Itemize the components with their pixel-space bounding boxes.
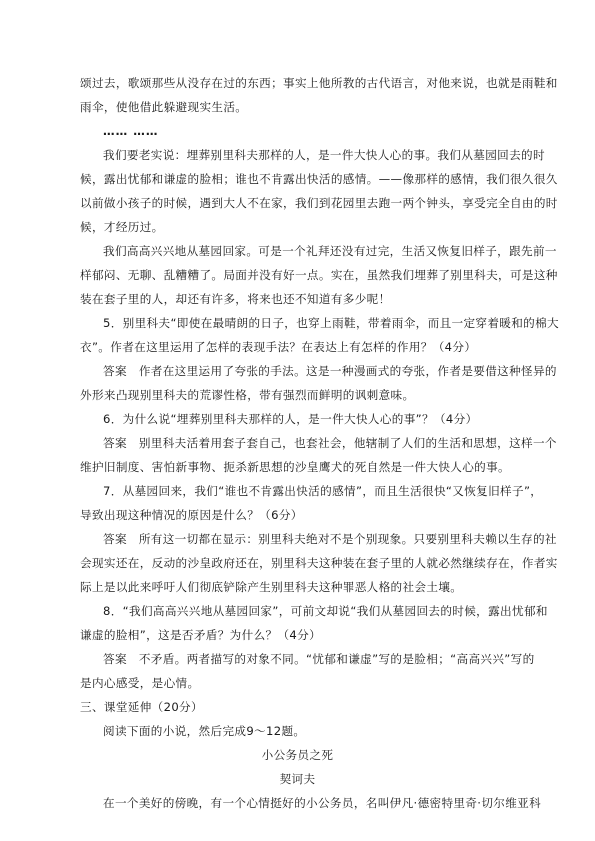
text-line: 颂过去，歌颂那些从没存在过的东西；事实上他所教的古代语言，对他来说，也就是雨鞋和 <box>80 76 558 90</box>
text-line: 我们高高兴兴地从墓园回家。可是一个礼拜还没有过完，生活又恢复旧样子，跟先前一 <box>103 244 557 258</box>
question-7-cont: 导致出现这种情况的原因是什么？（6分） <box>80 508 303 522</box>
story-title: 小公务员之死 <box>261 748 334 762</box>
text-line: 以前做小孩子的时候，遇到大人不在家，我们到花园里去跑一两个钟头，享受完全自由的时 <box>80 196 558 210</box>
answer-8-cont: 是内心感受，是心情。 <box>80 676 200 690</box>
text-line: 雨伞，使他借此躲避现实生活。 <box>80 100 248 114</box>
section-heading: 三、课堂延伸（20分） <box>80 700 203 714</box>
question-6: 6．为什么说“埋葬别里科夫那样的人，是一件大快人心的事”？（4分） <box>103 412 478 426</box>
answer-7: 答案 所有这一切都在显示：别里科夫绝对不是个别现象。只要别里科夫赖以生存的社 <box>103 532 557 546</box>
answer-6-cont: 维护旧制度、害怕新事物、扼杀新思想的沙皇鹰犬的死自然是一件大快人心的事。 <box>80 460 510 474</box>
question-8-cont: 谦虚的脸相”，这是否矛盾？为什么？（4分） <box>80 628 322 642</box>
question-7: 7．从墓园回来，我们“谁也不肯露出快活的感情”，而且生活很快“又恢复旧样子”， <box>103 484 543 498</box>
question-5: 5．别里科夫“即使在最晴朗的日子，也穿上雨鞋，带着雨伞，而且一定穿着暖和的棉大 <box>103 316 560 330</box>
question-5-cont: 衣”。作者在这里运用了怎样的表现手法？在表达上有怎样的作用？（4分） <box>80 340 477 354</box>
answer-7-cont: 会现实还在，反动的沙皇政府还在，别里科夫这种装在套子里的人就必然继续存在，作者实 <box>80 556 558 570</box>
answer-5: 答案 作者在这里运用了夸张的手法。这是一种漫画式的夸张，作者是要借这种怪异的 <box>103 364 557 378</box>
text-line: 候，露出忧郁和谦虚的脸相；谁也不肯露出快活的感情。——像那样的感情，我们很久很久 <box>80 172 558 186</box>
text-line: 我们要老实说：埋葬别里科夫那样的人，是一件大快人心的事。我们从墓园回去的时 <box>103 148 545 162</box>
instruction: 阅读下面的小说，然后完成9～12题。 <box>103 724 306 738</box>
story-first-line: 在一个美好的傍晚，有一个心情挺好的小公务员，名叫伊凡·德密特里奇·切尔维亚科 <box>103 796 542 810</box>
text-line: 候，才经历过。 <box>80 220 164 234</box>
story-author: 契诃夫 <box>279 772 316 786</box>
text-line: 样郁闷、无聊、乱糟糟了。局面并没有好一点。实在，虽然我们埋葬了别里科夫，可是这种 <box>80 268 558 282</box>
answer-5-cont: 外形来凸现别里科夫的荒谬性格，带有强烈而鲜明的讽刺意味。 <box>80 388 415 402</box>
answer-6: 答案 别里科夫活着用套子套自己，也套社会，他辖制了人们的生活和思想，这样一个 <box>103 436 557 450</box>
ellipsis-line: …… …… <box>103 124 159 138</box>
answer-8: 答案 不矛盾。两者描写的对象不同。“忧郁和谦虚”写的是脸相；“高高兴兴”写的 <box>103 652 535 666</box>
question-8: 8．“我们高高兴兴地从墓园回家”，可前文却说“我们从墓园回去的时候，露出忧郁和 <box>103 604 548 618</box>
text-line: 装在套子里的人，却还有许多，将来也还不知道有多少呢！ <box>80 292 391 306</box>
answer-7-cont: 际上是以此来呼吁人们彻底铲除产生别里科夫这种罪恶人格的社会土壤。 <box>80 580 463 594</box>
